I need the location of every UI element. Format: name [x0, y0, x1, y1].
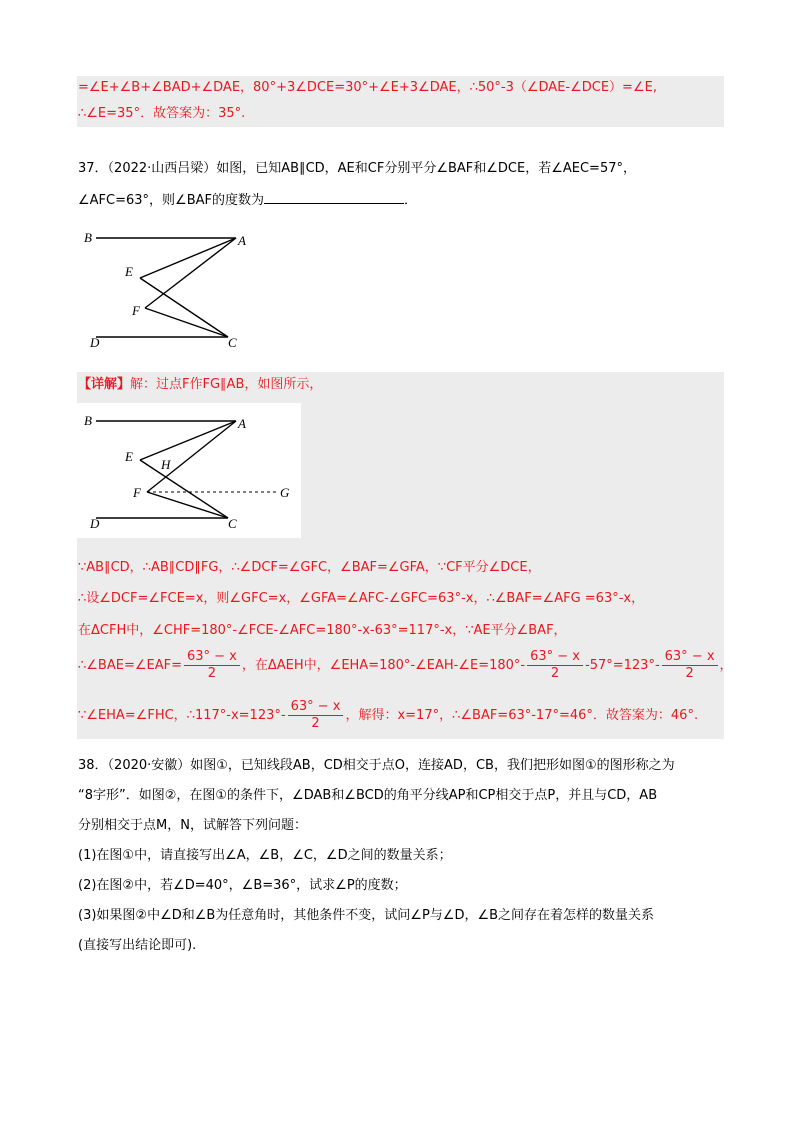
fraction: $\frac{63^\circ - x}{2}$: [527, 649, 583, 682]
figure-2-background: [77, 403, 301, 538]
question-38-text: 38．（2020·安徽）如图①，已知线段AB，CD相交于点O，连接AD，CB，我们把形如图①的图形称之为: [78, 758, 675, 773]
solution-line: ∴∠E=35°．故答案为：35°.: [78, 106, 246, 121]
label-C: C: [228, 335, 237, 350]
question-37-text: 37．（2022·山西吕梁）如图，已知AB∥CD，AE和CF分别平分∠BAF和∠DCE，若∠AEC=57°，: [78, 161, 636, 176]
question-37-stem: ∠AFC=63°，则∠BAF的度数为: [78, 193, 264, 208]
question-37-end: ．: [403, 193, 417, 208]
label-C: C: [228, 516, 237, 531]
label-F: F: [132, 303, 140, 318]
solution-line: ∴设∠DCF=∠FCE=x，则∠GFC=x，∠GFA=∠AFC-∠GFC=63°-x，∴∠BAF=∠AFG =63°-x，: [78, 591, 645, 606]
question-38-part-3-cont: (直接写出结论即可).: [78, 938, 197, 953]
label-B: B: [84, 230, 92, 245]
label-A: A: [238, 233, 246, 248]
label-G: G: [280, 485, 290, 500]
answer-blank: [264, 190, 404, 204]
label-B: B: [84, 413, 92, 428]
label-D: D: [90, 516, 100, 531]
question-38-text: 分别相交于点M，N，试解答下列问题：: [78, 818, 307, 833]
question-38-text: “8字形”．如图②，在图①的条件下，∠DAB和∠BCD的角平分线AP和CP相交于点P，并且与CD，AB: [78, 788, 658, 803]
label-F: F: [133, 485, 141, 500]
label-D: D: [90, 335, 100, 350]
detail-tag: 【详解】: [78, 377, 131, 392]
label-H: H: [161, 457, 171, 472]
solution-header: [78, 375, 322, 395]
question-38-part-3: (3)如果图②中∠D和∠B为任意角时，其他条件不变，试问∠P与∠D，∠B之间存在着怎样的数量关系: [78, 908, 655, 923]
question-37-text-2: [78, 190, 417, 211]
question-38-part-1: (1)在图①中，请直接写出∠A，∠B，∠C，∠D之间的数量关系；: [78, 848, 452, 863]
solution-line: =∠E+∠B+∠BAD+∠DAE，80°+3∠DCE=30°+∠E+3∠DAE，∴50°-3（∠DAE-∠DCE）=∠E,: [78, 80, 657, 95]
question-38-part-2: (2)在图②中，若∠D=40°，∠B=36°，试求∠P的度数；: [78, 878, 407, 893]
fraction: $\frac{63^\circ - x}{2}$: [184, 649, 240, 682]
solution-line-final: ∵∠EHA=∠FHC，∴117°-x=123°- $\frac{63^\circ - x}{2}$ ，解得：x=17°，∴∠BAF=63°-17°=46°．故答案为：46°.: [78, 699, 699, 731]
fraction: $\frac{63^\circ - x}{2}$: [662, 649, 718, 682]
solution-line: ∵AB∥CD，∴AB∥CD∥FG，∴∠DCF=∠GFC，∠BAF=∠GFA，∵CF平分∠DCE，: [78, 560, 541, 575]
solution-line-fractions: ∴∠BAE=∠EAF= $\frac{63^\circ - x}{2}$ ，在ΔAEH中，∠EHA=180°-∠EAH-∠E=180°- $\frac{63^\circ - x}{2}$ -57°=123°- $\frac{63^\circ - x}{2}$ ，: [78, 649, 733, 681]
label-A: A: [238, 416, 246, 431]
fraction: $\frac{63^\circ - x}{2}$: [288, 699, 344, 732]
solution-line: 在ΔCFH中，∠CHF=180°-∠FCE-∠AFC=180°-x-63°=117°-x，∵AE平分∠BAF，: [78, 623, 567, 638]
label-E: E: [125, 264, 133, 279]
detail-text: 解：过点F作FG∥AB，如图所示，: [130, 377, 323, 392]
label-E: E: [125, 449, 133, 464]
